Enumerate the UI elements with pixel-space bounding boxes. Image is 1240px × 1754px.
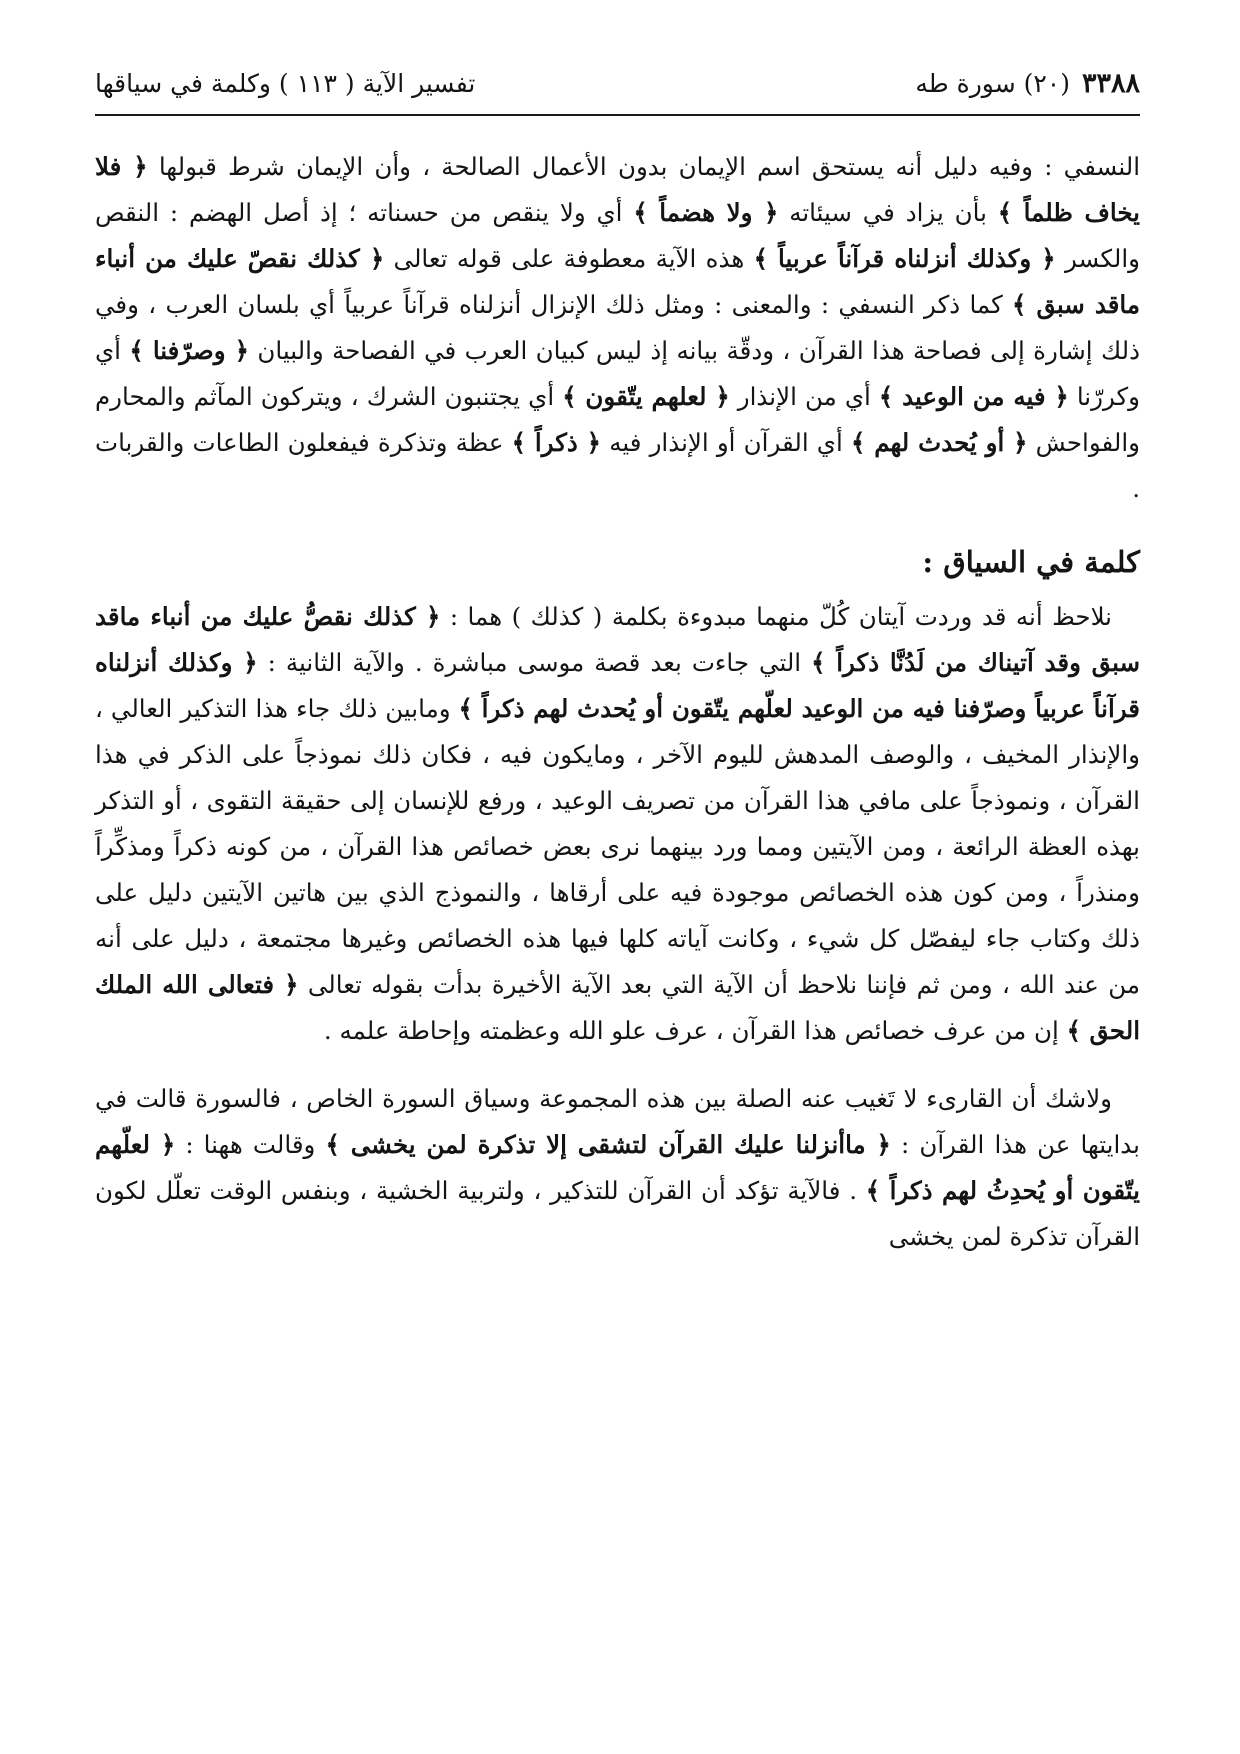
quran-quote: ﴿ أو يُحدث لهم ﴾ [850, 428, 1028, 457]
tafsir-text: كما ذكر النسفي : والمعنى : ومثل ذلك الإنزال أنزلناه قرآناً عربياً أي بلسان العرب ، وفي ذلك إشارة إلى فصاحة هذا القرآن ، ودقّة بيانه إذ ليس كبيان العرب في الفصاحة والبيان [95, 290, 1140, 365]
tafsir-text: بأن يزاد في سيئاته [778, 198, 998, 227]
tafsir-text: النسفي : وفيه دليل أنه يستحق اسم الإيمان بدون الأعمال الصالحة ، وأن الإيمان شرط قبولها [147, 152, 1141, 181]
surah-label: (٢٠) سورة طه [915, 69, 1070, 98]
header-rule [95, 114, 1140, 116]
quran-quote: ﴿ ذكراً ﴾ [511, 428, 602, 457]
context-text: . فالآية تؤكد أن القرآن للتذكير ، ولتربية الخشية ، وبنفس الوقت تعلّل لكون القرآن تذكرة لمن يخشى [95, 1176, 1140, 1251]
context-text: ومابين ذلك جاء هذا التذكير العالي ، والإنذار المخيف ، والوصف المدهش لليوم الآخر ، ومايكون فيه ، فكان ذلك نموذجاً على الذكر في هذا القرآن ، ونموذجاً على مافي هذا القرآن من تصريف الوعيد ، ورفع للإنسان إلى حقيقة التقوى ، أو التذكر بهذه العظة الرائعة ، ومن الآيتين ومما ورد بينهما نرى بعض خصائص هذا القرآن ، من كونه ذكراً ومذكِّراً ومنذراً ، ومن كون هذه الخصائص موجودة فيه على أرقاها ، والنموذج الذي بين هاتين الآيتين دليل على ذلك وكتاب جاء ليفصّل كل شيء ، وكانت آياته كلها فيها هذه الخصائص وغيرها مجتمعة ، دليل على أنه من عند الله ، ومن ثم فإننا نلاحظ أن الآية التي بعد الآية الأخيرة بدأت بقوله تعالى [95, 694, 1140, 999]
quran-quote: ﴿ وصرّفنا ﴾ [129, 336, 250, 365]
context-paragraph-1 [95, 594, 1140, 1054]
quran-quote: ﴿ لعلّهم يتّقون أو يُحدِثُ لهم ذكراً ﴾ [95, 1130, 1141, 1205]
quran-quote: ﴿ كذلك نقصُّ عليك من أنباء ماقد سبق وقد آتيناك من لَدُنَّا ذكراً ﴾ [95, 602, 1140, 677]
page-header [95, 64, 1140, 104]
quran-quote: ﴿ لعلهم يتّقون ﴾ [562, 382, 730, 411]
tafsir-text: أي من الإنذار [729, 382, 879, 411]
quran-quote: ﴿ وكذلك أنزلناه قرآناً عربياً وصرّفنا فيه من الوعيد لعلّهم يتّقون أو يُحدث لهم ذكراً ﴾ [95, 648, 1140, 723]
header-surah-info [915, 64, 1140, 104]
quran-quote: ﴿ وكذلك أنزلناه قرآناً عربياً ﴾ [753, 244, 1056, 273]
quran-quote: ﴿ ماأنزلنا عليك القرآن لتشقى إلا تذكرة لمن يخشى ﴾ [325, 1130, 891, 1159]
book-page [95, 64, 1140, 1714]
tafsir-text: أي ولا ينقص من حسناته ؛ إذ أصل الهضم : النقص والكسر [95, 198, 1141, 273]
context-text: التي جاءت بعد قصة موسى مباشرة . والآية الثانية : [257, 648, 812, 677]
tafsir-text: أي القرآن أو الإنذار فيه [601, 428, 851, 457]
page-number: ٣٣٨٨ [1081, 68, 1140, 99]
tafsir-text: أي يجتنبون الشرك ، ويتركون المآثم والمحارم والفواحش [95, 382, 1141, 457]
tafsir-text: عظة وتذكرة فيفعلون الطاعات والقربات . [95, 428, 1140, 503]
quran-quote: ﴿ فيه من الوعيد ﴾ [878, 382, 1069, 411]
context-paragraph-2 [95, 1076, 1140, 1260]
quran-quote: ﴿ فلا يخاف ظلماً ﴾ [95, 152, 1140, 227]
running-title: تفسير الآية ( ١١٣ ) وكلمة في سياقها [95, 69, 476, 98]
tafsir-text: أي وكررّنا [95, 336, 1140, 411]
tafsir-text: هذه الآية معطوفة على قوله تعالى [384, 244, 754, 273]
context-text: إن من عرف خصائص هذا القرآن ، عرف علو الله وعظمته وإحاطة علمه . [323, 1016, 1067, 1045]
tafsir-paragraph [95, 144, 1140, 512]
section-heading: كلمة في السياق : [922, 545, 1140, 579]
page-body [95, 144, 1140, 1260]
context-text: ولاشك أن القارىء لا تَغيب عنه الصلة بين هذه المجموعة وسياق السورة الخاص ، فالسورة قالت في بدايتها عن هذا القرآن : [95, 1084, 1140, 1159]
quran-quote: ﴿ كذلك نقصّ عليك من أنباء ماقد سبق ﴾ [95, 244, 1140, 319]
context-text: نلاحظ أنه قد وردت آيتان كُلّ منهما مبدوءة بكلمة ( كذلك ) هما : [440, 602, 1113, 631]
quran-quote: ﴿ ولا هضماً ﴾ [633, 198, 779, 227]
quran-quote: ﴿ فتعالى الله الملك الحق ﴾ [95, 970, 1140, 1045]
context-text: وقالت ههنا : [175, 1130, 326, 1159]
